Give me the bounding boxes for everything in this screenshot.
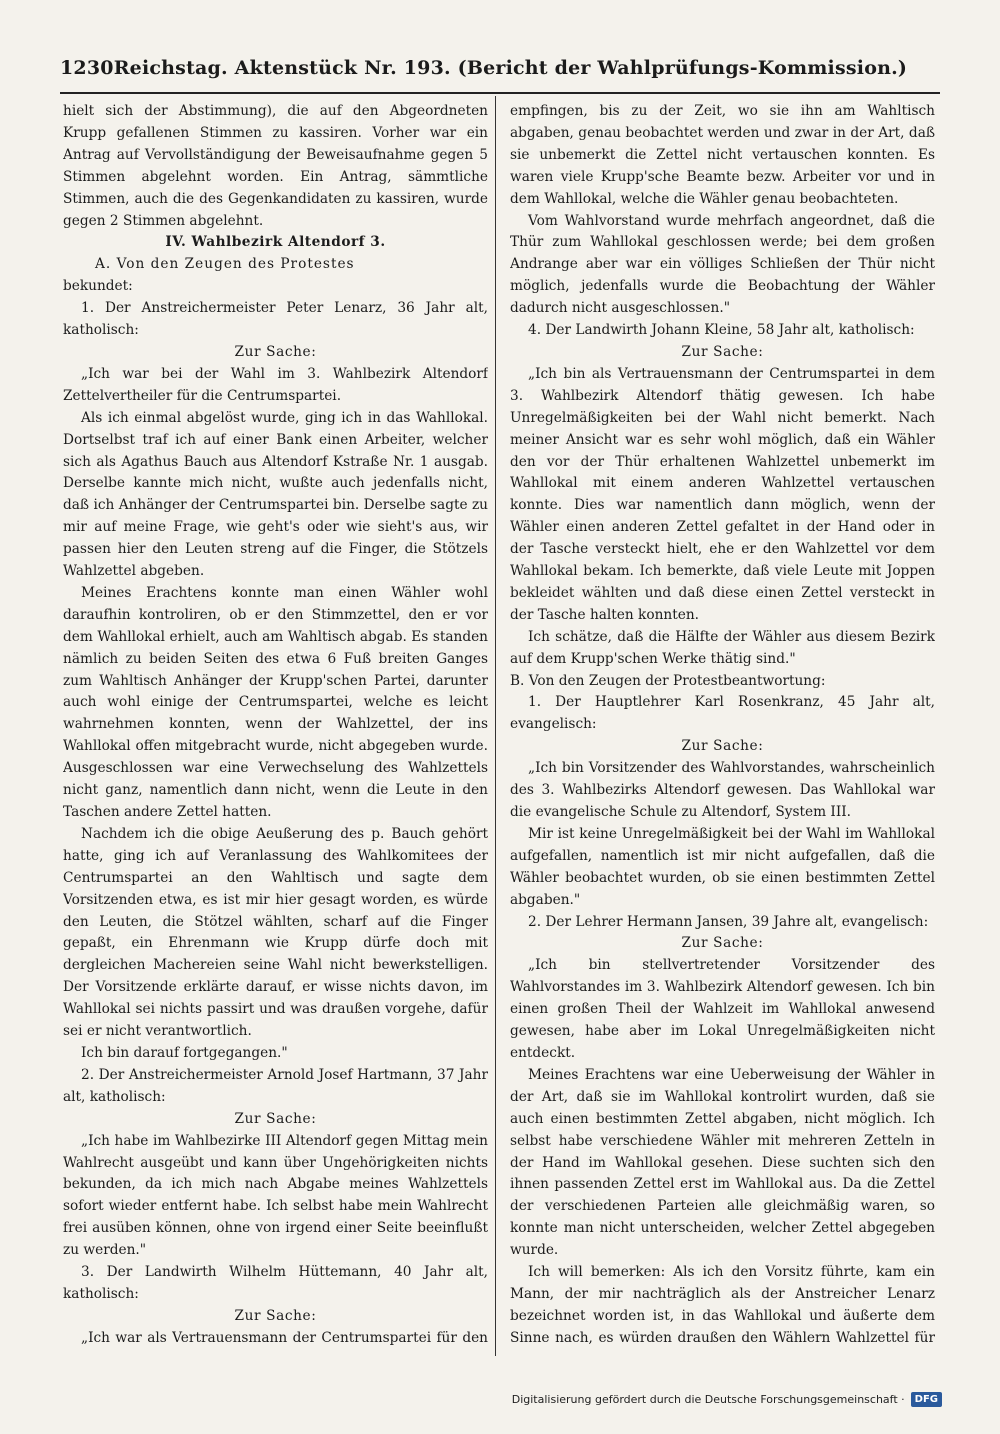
testimony-paragraph: „Ich war als Vertrauensmann der Centrumspartei für den: [81, 1329, 488, 1346]
paragraph: bekundet:: [63, 278, 133, 295]
testimony-paragraph: empfingen, bis zu der Zeit, wo sie ihn am Wahltisch abgaben, genau beobachtet werden und zwar in der Art, daß sie unbemerkt die Zettel nicht vertauschen konnten. Es waren viele Krupp'sche Beamte bezw. Arbeiter vor und in dem Wahllokal, welche die Wähler genau beobachteten.: [510, 103, 935, 207]
zur-sache-label: Zur Sache:: [234, 1307, 317, 1324]
witness-intro: 3. Der Landwirth Wilhelm Hüttemann, 40 Jahr alt, katholisch:: [63, 1264, 488, 1302]
left-column: [63, 101, 488, 1349]
witness-intro: 1. Der Anstreichermeister Peter Lenarz, 36 Jahr alt, katholisch:: [63, 300, 488, 339]
testimony-paragraph: Vom Wahlvorstand wurde mehrfach angeordnet, daß die Thür zum Wahllokal geschlossen werde; bei dem großen Andrange aber war ein völliges Schließen der Thür nicht möglich, jedenfalls wurde die Beobachtung der Wähler dadurch nicht ausgeschlossen.": [510, 212, 935, 317]
subsection-heading: B. Von den Zeugen der Protestbeantwortung:: [510, 672, 826, 689]
witness-intro: 2. Der Anstreichermeister Arnold Josef Hartmann, 37 Jahr alt, katholisch:: [63, 1066, 488, 1105]
section-heading: IV. Wahlbezirk Altendorf 3.: [165, 234, 386, 251]
zur-sache-label: Zur Sache:: [681, 343, 764, 360]
zur-sache-label: Zur Sache:: [681, 935, 764, 952]
zur-sache-label: Zur Sache:: [681, 738, 764, 755]
credit-text: Digitalisierung gefördert durch die Deutsche Forschungsgemeinschaft ·: [511, 1393, 905, 1406]
page-header: [60, 48, 940, 88]
testimony-paragraph: Nachdem ich die obige Aeußerung des p. Bauch gehört hatte, ging ich auf Veranlassung des Wahlkomitees der Centrumspartei an den Wahltisch und sagte dem Vorsitzenden etwa, es ist mir hier gesagt worden, es würde den Leuten, die Stötzel wählten, scharf auf die Finger gepaßt, ein Ehrenmann wie Krupp dürfe doch mit dergleichen Machereien seine Wahl nicht bewerkstelligen. Der Vorsitzende erklärte darauf, er wisse nichts davon, im Wahllokal sei nichts passirt und was draußen vorgehe, dafür sei er nicht verantwortlich.: [63, 825, 488, 1040]
witness-intro: 2. Der Lehrer Hermann Jansen, 39 Jahre alt, evangelisch:: [528, 913, 929, 930]
testimony-paragraph: Meines Erachtens war eine Ueberweisung der Wähler in der Art, daß sie im Wahllokal kontrolirt wurden, daß sie auch einen bestimmten Zettel abgaben, nicht möglich. Ich selbst habe verschiedene Wähler mit mehreren Zetteln in der Hand im Wahllokal gesehen. Diese suchten sich den ihnen passenden Zettel erst im Wahllokal aus. Da die Zettel der verschiedenen Parteien alle gleichmäßig waren, so konnte man nicht unterscheiden, welcher Zettel abgegeben wurde.: [510, 1066, 935, 1259]
testimony-paragraph: „Ich habe im Wahlbezirke III Altendorf gegen Mittag mein Wahlrecht ausgeübt und kann über Ungehörigkeiten nichts bekunden, da ich mich nach Abgabe meines Wahlzettels sofort wieder entfernt habe. Ich selbst habe mein Wahlrecht frei ausüben können, ohne von irgend einer Seite beeinflußt zu werden.": [63, 1132, 488, 1259]
testimony-paragraph: „Ich bin stellvertretender Vorsitzender des Wahlvorstandes im 3. Wahlbezirk Altendorf gewesen. Ich bin einen großen Theil der Wahlzeit im Wahllokal anwesend gewesen, habe aber im Lokal Unregelmäßigkeiten nicht entdeckt.: [510, 957, 935, 1061]
running-title: Reichstag. Aktenstück Nr. 193. (Bericht der Wahlprüfungs-Kommission.): [113, 57, 908, 79]
zur-sache-label: Zur Sache:: [234, 1110, 317, 1127]
subsection-heading: A. Von den Zeugen des Protestes: [95, 256, 355, 273]
testimony-paragraph: „Ich war bei der Wahl im 3. Wahlbezirk Altendorf Zettelvertheiler für die Centrumspartei.: [63, 365, 488, 404]
testimony-paragraph: Ich schätze, daß die Hälfte der Wähler aus diesem Bezirk auf dem Krupp'schen Werke thätig sind.": [510, 628, 935, 667]
page-number: 1230: [60, 57, 114, 79]
testimony-paragraph: Als ich einmal abgelöst wurde, ging ich in das Wahllokal. Dortselbst traf ich auf einer Bank einen Arbeiter, welcher sich als Agathus Bauch aus Altendorf Kstraße Nr. 1 ausgab. Derselbe kannte mich nicht, wußte auch jedenfalls nicht, daß ich Anhänger der Centrumspartei bin. Derselbe sagte zu mir auf meine Frage, wie geht's oder wie sieht's aus, wir passen hier den Leuten streng auf die Finger, die Stötzels Wahlzettel abgeben.: [63, 409, 488, 580]
testimony-paragraph: Meines Erachtens konnte man einen Wähler wohl daraufhin kontroliren, ob er den Stimmzettel, den er vor dem Wahllokal erhielt, auch am Wahltisch abgab. Es standen nämlich zu beiden Seiten des etwa 6 Fuß breiten Ganges zum Wahltisch Anhänger der Krupp'schen Partei, darunter auch wohl einige der Centrumspartei, welche es leicht wahrnehmen konnten, wenn der Wahlzettel, der ins Wahllokal offen mitgebracht wurde, nicht abgegeben wurde. Ausgeschlossen war eine Verwechselung des Wahlzettels nicht ganz, namentlich dann nicht, wenn die Leute in den Taschen andere Zettel hatten.: [63, 584, 488, 820]
zur-sache-label: Zur Sache:: [234, 343, 317, 360]
column-divider: [495, 96, 496, 1356]
header-rule: [60, 92, 940, 94]
digitization-credit: [512, 1392, 942, 1407]
witness-intro: 4. Der Landwirth Johann Kleine, 58 Jahr alt, katholisch:: [528, 322, 915, 339]
paragraph: hielt sich der Abstimmung), die auf den Abgeordneten Krupp gefallenen Stimmen zu kassiren. Vorher war ein Antrag auf Vervollständigung der Beweisaufnahme gegen 5 Stimmen abgelehnt worden. Ein Antrag, sämmtliche Stimmen, auch die des Gegenkandidaten zu kassiren, wurde gegen 2 Stimmen abgelehnt.: [63, 103, 488, 229]
testimony-paragraph: Mir ist keine Unregelmäßigkeit bei der Wahl im Wahllokal aufgefallen, namentlich ist mir nicht aufgefallen, daß die Wähler beobachtet wurden, ob sie einen bestimmten Zettel abgaben.": [510, 825, 935, 908]
testimony-paragraph: „Ich bin als Vertrauensmann der Centrumspartei in dem 3. Wahlbezirk Altendorf thätig gewesen. Ich habe Unregelmäßigkeiten bei der Wahl nicht bemerkt. Nach meiner Ansicht war es sehr wohl möglich, daß ein Wähler den vor der Thür erhaltenen Wahlzettel unbemerkt im Wahllokal mit einem anderen Wahlzettel vertauschen konnte. Dies war namentlich dann möglich, wenn der Wähler einen anderen Zettel gefaltet in der Hand oder in der Tasche versteckt hielt, ehe er den Wahlzettel vor dem Wahllokal bekam. Ich bemerkte, daß viele Leute mit Joppen bekleidet wählten und daß diese einen Zettel versteckt in der Tasche halten konnten.: [510, 365, 935, 623]
testimony-paragraph: Ich will bemerken: Als ich den Vorsitz führte, kam ein Mann, der mir nachträglich als der Anstreicher Lenarz bezeichnet worden ist, in das Wahllokal und äußerte dem Sinne nach, es würden draußen den Wählern Wahlzettel für: [510, 1264, 935, 1346]
dfg-logo: DFG: [911, 1392, 942, 1407]
right-column: [510, 101, 935, 1349]
testimony-paragraph: Ich bin darauf fortgegangen.": [81, 1044, 288, 1061]
witness-intro: 1. Der Hauptlehrer Karl Rosenkranz, 45 Jahr alt, evangelisch:: [510, 694, 935, 733]
testimony-paragraph: „Ich bin Vorsitzender des Wahlvorstandes, wahrscheinlich des 3. Wahlbezirks Altendorf gewesen. Das Wahllokal war die evangelische Schule zu Altendorf, System III.: [510, 760, 935, 820]
